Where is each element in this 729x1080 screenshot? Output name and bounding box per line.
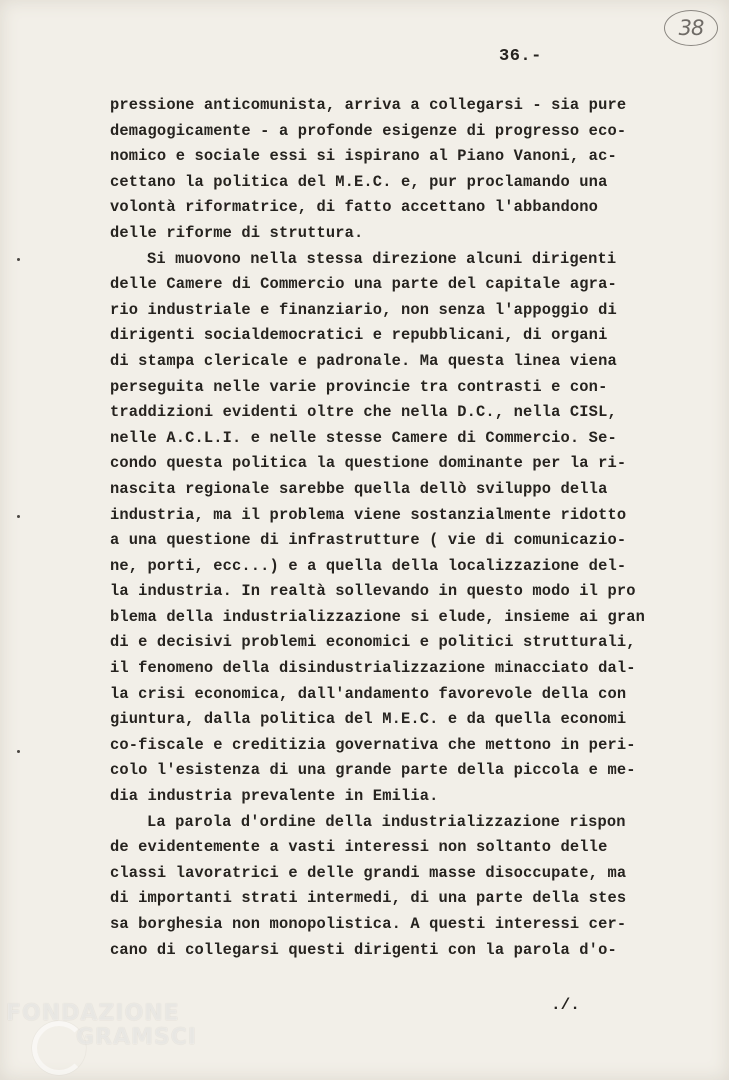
margin-mark (17, 515, 20, 518)
text-line: il fenomeno della disindustrializzazione minacciato dal- (110, 659, 636, 678)
text-line: industria, ma il problema viene sostanzialmente ridotto (110, 505, 627, 524)
typewritten-body (110, 93, 690, 963)
text-line: co-fiscale e creditizia governativa che mettono in peri- (110, 735, 636, 754)
text-line: giuntura, dalla politica del M.E.C. e da quella economi (110, 710, 627, 729)
margin-mark (17, 750, 20, 753)
text-line: delle riforme di struttura. (110, 223, 364, 242)
text-line: dirigenti socialdemocratici e repubblicani, di organi (110, 326, 608, 345)
text-line: La parola d'ordine della industrializzazione rispon (147, 812, 626, 831)
text-line: blema della industrializzazione si elude, insieme ai gran (110, 607, 645, 626)
text-line: cettano la politica del M.E.C. e, pur proclamando una (110, 172, 608, 191)
text-line: delle Camere di Commercio una parte del capitale agra- (110, 275, 617, 294)
watermark-line-1: FONDAZIONE (6, 1001, 180, 1026)
text-line: demagogicamente - a profonde esigenze di progresso eco- (110, 121, 627, 140)
text-line: ne, porti, ecc...) e a quella della localizzazione del- (110, 556, 627, 575)
archive-watermark (6, 995, 206, 1075)
continued-mark: ./. (551, 996, 580, 1014)
text-line: la industria. In realtà sollevando in questo modo il pro (110, 582, 636, 601)
text-line: dia industria prevalente in Emilia. (110, 787, 439, 806)
margin-mark (17, 258, 20, 261)
text-line: nomico e sociale essi si ispirano al Piano Vanoni, ac- (110, 147, 617, 166)
text-line: di importanti strati intermedi, di una parte della stes (110, 889, 627, 908)
archive-folio-stamp: 38 (664, 10, 718, 46)
text-line: sa borghesia non monopolistica. A questi interessi cer- (110, 915, 627, 933)
text-line: la crisi economica, dall'andamento favorevole della con (110, 684, 627, 703)
text-line: perseguita nelle varie provincie tra contrasti e con- (110, 377, 608, 396)
text-line: rio industriale e finanziario, non senza l'appoggio di (110, 300, 617, 319)
text-line: traddizioni evidenti oltre che nella D.C., nella CISL, (110, 403, 617, 422)
watermark-line-2: GRAMSCI (76, 1025, 198, 1050)
text-line: a una questione di infrastrutture ( vie di comunicazio- (110, 531, 627, 550)
text-line: di stampa clericale e padronale. Ma questa linea viena (110, 351, 617, 370)
text-line: classi lavoratrici e delle grandi masse disoccupate, ma (110, 863, 627, 882)
text-line: colo l'esistenza di una grande parte della piccola e me- (110, 761, 636, 780)
text-line: nelle A.C.L.I. e nelle stesse Camere di Commercio. Se- (110, 428, 617, 447)
text-line: nascita regionale sarebbe quella dellò sviluppo della (110, 479, 608, 498)
text-line: cano di collegarsi questi dirigenti con la parola d'o- (110, 940, 617, 959)
text-line: de evidentemente a vasti interessi non soltanto delle (110, 838, 608, 857)
text-line: pressione anticomunista, arriva a collegarsi - sia pure (110, 96, 627, 114)
watermark-logo-icon (32, 1021, 86, 1075)
text-line: Si muovono nella stessa direzione alcuni dirigenti (147, 249, 617, 268)
text-line: volontà riformatrice, di fatto accettano l'abbandono (110, 198, 599, 217)
text-line: condo questa politica la questione dominante per la ri- (110, 454, 627, 473)
page-number: 36.- (499, 47, 542, 66)
text-line: di e decisivi problemi economici e politici strutturali, (110, 633, 636, 652)
